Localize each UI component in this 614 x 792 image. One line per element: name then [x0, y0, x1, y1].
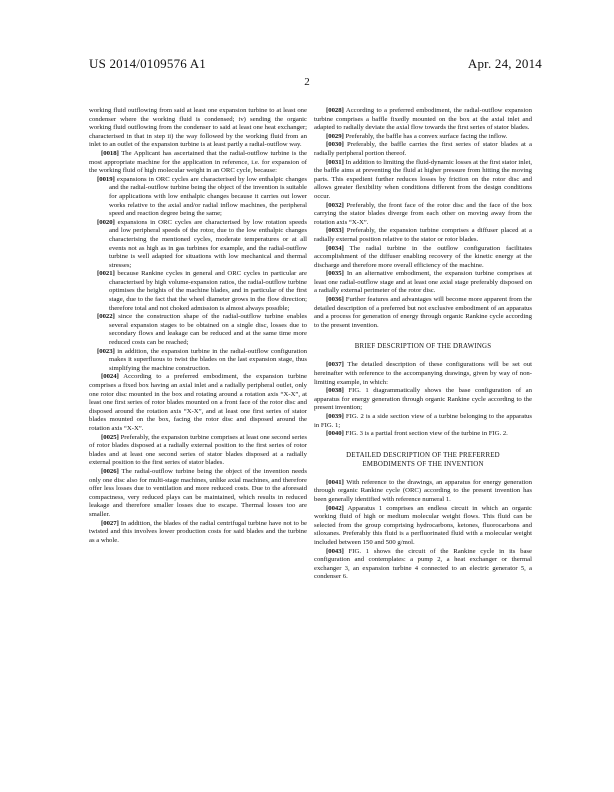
paragraph-number: [0022]	[97, 313, 115, 321]
paragraph	[314, 270, 532, 296]
paragraph-text: in addition, the expansion turbine in the radial-outflow configuration makes it superfluous to twist the blades on the last expansion stage, thus simplifying the machine construction.	[109, 347, 308, 372]
paragraph	[97, 270, 307, 313]
paragraph	[97, 175, 307, 219]
paragraph-number: [0036]	[326, 296, 344, 304]
paragraph	[314, 505, 532, 548]
paragraph-text: In an alternative embodiment, the expansion turbine comprises at least one radial-outflow stage and at least one axial stage preferably disposed on a radially external perimeter of the rotor disc.	[314, 270, 532, 295]
paragraph-number: [0034]	[326, 244, 344, 252]
paragraph-text: expansions in ORC cycles are characterised by low enthalpic changes and the radial-outflow turbine being the object of the invention is suitable for applications with low enthalpic changes because it carries out lower works relative to the axial and/or radial inflow machines, the peripheral speed and reaction degree being the same;	[109, 175, 307, 218]
paragraph-number: [0033]	[326, 227, 344, 235]
paragraph	[89, 107, 307, 150]
paragraph	[314, 413, 532, 430]
paragraph-text: working fluid outflowing from said at least one expansion turbine to at least one condenser where the working fluid is condensed; iv) sending the organic working fluid outflowing from the condenser to said at least one heat exchanger; characterised in that in step ii) the way followed by the working fluid from an inlet to an outlet of the expansion turbine is at least partly a radial-outflow way.	[89, 107, 307, 149]
paragraph	[89, 373, 307, 433]
paragraph-number: [0029]	[326, 132, 344, 140]
paragraph-number: [0040]	[326, 430, 344, 438]
paragraph-text: The radial-outflow turbine being the object of the invention needs only one disc also for multi-stage machines, unlike axial machines, and therefore offer less losses due to ventilation and more reduced costs. Due to the aforesaid compactness, very reduced plays can be maintained, which results in reduced leakage and therefore smaller losses due to escape. Thermal losses too are smaller.	[89, 467, 307, 518]
right-column-section-b	[314, 361, 532, 438]
paragraph-text: since the construction shape of the radial-outflow turbine enables several expansion stages to be obtained on a single disc, losses due to secondary flows and leakage can be reduced and at the same time more reduced costs can be reached;	[109, 313, 308, 347]
paragraph-text: According to a preferred embodiment, the expansion turbine comprises a fixed box having an axial inlet and a radially peripheral outlet, only one rotor disc mounted in the box and rotating around a rotation axis “X-X”, at least one first series of rotor blades mounted on a front face of the rotor disc and disposed around the rotation axis “X-X”, and at least one first series of stator blades mounted on the box, facing the rotor disc and disposed around the rotation axis “X-X”.	[89, 373, 307, 432]
paragraph-text: Preferably, the baffle carries the first series of stator blades at a radially peripheral portion thereof.	[314, 141, 533, 157]
right-column	[314, 107, 532, 582]
paragraph-number: [0043]	[326, 547, 344, 555]
paragraph	[314, 430, 532, 439]
paragraph	[314, 548, 532, 582]
paragraph	[97, 218, 308, 271]
paragraph-number: [0026]	[101, 467, 119, 475]
paragraph	[314, 159, 532, 202]
paragraph	[314, 479, 532, 505]
right-column-section-a	[314, 107, 532, 330]
paragraph	[314, 245, 532, 271]
paragraph-number: [0023]	[97, 347, 115, 355]
paragraph-number: [0019]	[97, 175, 115, 183]
paragraph-text: FIG. 1 diagrammatically shows the base configuration of an apparatus for energy generation through organic Rankine cycle according to the present invention;	[314, 387, 532, 412]
paragraph	[97, 347, 308, 374]
paragraph-text: Preferably, the expansion turbine comprises a diffuser placed at a radially external position relative to the stator or rotor blades.	[314, 227, 532, 243]
heading-detailed-line-1: DETAILED DESCRIPTION OF THE PREFERRED	[346, 451, 500, 459]
paragraph	[314, 361, 532, 387]
paragraph-text: Preferably, the baffle has a convex surface facing the inflow.	[345, 132, 508, 140]
paragraph-text: In addition, the blades of the radial centrifugal turbine have not to be twisted and this involves lower production costs for said blades and the turbine as a whole.	[89, 519, 308, 544]
paragraph-number: [0042]	[326, 504, 344, 512]
page-number: 2	[304, 76, 310, 88]
paragraph-number: [0020]	[97, 218, 115, 226]
paragraph-number: [0025]	[101, 433, 119, 441]
paragraph	[314, 141, 532, 158]
paragraph-number: [0032]	[326, 201, 344, 209]
paragraph-text: With reference to the drawings, an apparatus for energy generation through organic Rankine cycle (ORC) according to the present invention has been generally identified with reference numeral 1.	[314, 478, 532, 503]
heading-detailed-description	[314, 451, 532, 469]
paragraph-text: FIG. 2 is a side section view of a turbine belonging to the apparatus in FIG. 1;	[314, 413, 532, 429]
paragraph-text: According to a preferred embodiment, the radial-outflow expansion turbine comprises a baffle fixedly mounted on the box at the axial inlet and adapted to radially deviate the axial flow towards the first series of stator blades.	[314, 107, 532, 132]
heading-brief-description-drawings: BRIEF DESCRIPTION OF THE DRAWINGS	[354, 343, 492, 351]
paragraph-text: Further features and advantages will become more apparent from the detailed description of a preferred but not exclusive embodiment of an apparatus and a process for generation of energy through organic Rankine cycle according to the present invention.	[314, 296, 533, 329]
right-column-section-c	[314, 479, 532, 582]
paragraph-text: FIG. 1 shows the circuit of the Rankine cycle in its base configuration and contemplates: a pump 2, a heat exchanger or thermal exchanger 3, an expansion turbine 4 connected to an electric generator 5, a condenser 6.	[314, 547, 533, 581]
paragraph-number: [0031]	[326, 158, 344, 166]
paragraph-text: Preferably, the front face of the rotor disc and the face of the box carrying the stator blades diverge from each other on moving away from the rotation axis “X-X”.	[314, 201, 532, 226]
paragraph-number: [0030]	[326, 141, 344, 149]
paragraph	[89, 520, 307, 546]
publication-number: US 2014/0109576 A1	[89, 56, 207, 71]
paragraph-number: [0018]	[101, 149, 119, 157]
paragraph-text: The radial turbine in the outflow configuration facilitates accomplishment of the diffuser enabling recovery of the kinetic energy at the discharge and therefore more overall efficiency of the machine.	[314, 244, 532, 269]
paragraph-text: The detailed description of these configurations will be set out hereinafter with reference to the accompanying drawings, given by way of non-limiting example, in which:	[314, 361, 532, 386]
heading-detailed-line-2: EMBODIMENTS OF THE INVENTION	[362, 460, 484, 468]
paragraph-text: Preferably, the expansion turbine comprises at least one second series of rotor blades disposed at a radially external position to the first series of rotor blades and at least one second series of stator blades disposed at a radially external position to the first series of stator blades.	[89, 433, 307, 467]
paragraph-number: [0041]	[326, 478, 344, 486]
paragraph	[314, 227, 532, 244]
paragraph	[314, 133, 532, 142]
publication-date: Apr. 24, 2014	[467, 56, 542, 71]
paragraph-text: FIG. 3 is a partial front section view of the turbine in FIG. 2.	[345, 430, 508, 438]
paragraph	[314, 296, 532, 330]
paragraph-text: Apparatus 1 comprises an endless circuit in which an organic working fluid of high or medium molecular weight flows. This fluid can be selected from the group comprising hydrocarbons, ketones, fluorocarbons and siloxanes. Preferably this fluid is a perfluorinated fluid with a molecular weight included between 150 and 500 g/mol.	[314, 504, 532, 546]
paragraph-number: [0024]	[101, 373, 119, 381]
left-column	[89, 107, 307, 545]
paragraph	[97, 313, 308, 347]
paragraph-number: [0021]	[97, 270, 115, 278]
paragraph-number: [0035]	[326, 270, 344, 278]
paragraph	[89, 150, 307, 176]
paragraph	[314, 107, 532, 133]
paragraph-text: The Applicant has ascertained that the radial-outflow turbine is the most appropriate machine for the application in reference, i.e. for expansion of the working fluid of high molecular weight in an ORC cycle, because:	[89, 149, 307, 175]
paragraph	[89, 434, 307, 468]
paragraph-number: [0028]	[326, 107, 344, 114]
paragraph	[314, 387, 532, 413]
paragraph-text: because Rankine cycles in general and ORC cycles in particular are characterised by high volume-expansion ratios, the radial-outflow turbine optimises the heights of the machine blades, and in particular of the first stage, due to the fact that the wheel diameter grows in the flow direction; therefore total and not choked admission is almost always possible;	[109, 270, 307, 312]
paragraph	[89, 468, 307, 520]
paragraph	[314, 202, 532, 228]
paragraph-number: [0039]	[326, 413, 344, 420]
paragraph-text: expansions in ORC cycles are characterised by low rotation speeds and low peripheral speeds of the rotor, due to the low enthalpic changes characterising the mentioned cycles, moderate temperatures or at all events not as high as in gas turbines for example, and the radial-outflow turbine is well adapted for situations with low mechanical and thermal stresses;	[109, 218, 308, 269]
paragraph-number: [0038]	[326, 387, 344, 395]
paragraph-number: [0037]	[326, 361, 344, 369]
paragraph-number: [0027]	[101, 519, 119, 527]
paragraph-text: In addition to limiting the fluid-dynamic losses at the first stator inlet, the baffle aims at preventing the fluid at higher pressure from hitting the moving parts. This expedient further reduces losses by friction on the rotor disc and allows greater flexibility when conditions different from the design conditions occur.	[314, 158, 532, 200]
